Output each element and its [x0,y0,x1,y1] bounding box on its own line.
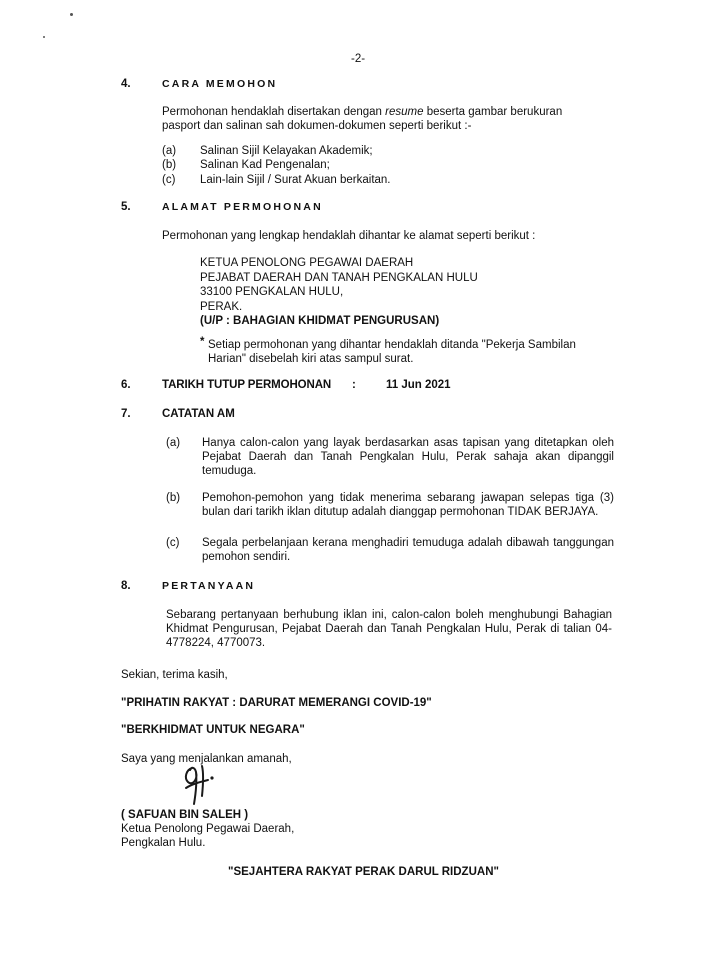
section-8-number: 8. [121,580,131,592]
signer-place: Pengkalan Hulu. [121,837,206,849]
address-line-attention: (U/P : BAHAGIAN KHIDMAT PENGURUSAN) [200,315,440,327]
closing-thanks: Sekian, terima kasih, [121,669,228,681]
section-7-item-label: (a) [166,437,181,449]
signer-title: Ketua Penolong Pegawai Daerah, [121,823,295,835]
slogan-covid: "PRIHATIN RAKYAT : DARURAT MEMERANGI COVID-19" [121,697,432,709]
slogan-berkhidmat: "BERKHIDMAT UNTUK NEGARA" [121,724,305,736]
section-4-item-text: Salinan Kad Pengenalan; [200,159,330,171]
section-4-item-text: Salinan Sijil Kelayakan Akademik; [200,145,373,157]
section-4-heading: CARA MEMOHON [162,78,278,90]
section-4-intro-line2: pasport dan salinan sah dokumen-dokumen seperti berikut :- [162,120,472,132]
section-7-heading: CATATAN AM [162,408,235,420]
section-4-item-label: (c) [162,174,176,186]
address-line: KETUA PENOLONG PEGAWAI DAERAH [200,257,414,269]
section-4-intro-post: beserta gambar berukuran [423,106,563,118]
section-7-item-text: Hanya calon-calon yang layak berdasarkan asas tapisan yang ditetapkan oleh Pejabat Daerah dan Tanah Pengkalan Hulu, Perak sahaja akan dipanggil temuduga. [202,437,614,477]
section-4-item-label: (b) [162,159,177,171]
section-5-heading: ALAMAT PERMOHONAN [162,201,323,213]
section-4-item-text: Lain-lain Sijil / Surat Akuan berkaitan. [200,174,391,186]
closing-date-label: TARIKH TUTUP PERMOHONAN [162,379,332,391]
section-8-heading: PERTANYAAN [162,580,256,592]
section-5-intro: Permohonan yang lengkap hendaklah dihantar ke alamat seperti berikut : [162,230,536,242]
closing-date-value: 11 Jun 2021 [386,379,451,391]
section-4-intro-pre: Permohonan hendaklah disertakan dengan [162,106,386,118]
note-bullet: * [200,336,205,348]
address-line: 33100 PENGKALAN HULU, [200,286,344,298]
section-4-number: 4. [121,78,131,90]
section-7-item-label: (c) [166,537,180,549]
address-line: PEJABAT DAERAH DAN TANAH PENGKALAN HULU [200,272,478,284]
section-7-number: 7. [121,408,131,420]
section-5-note-line2: Harian" disebelah kiri atas sampul surat. [208,353,414,365]
scan-speck [70,13,73,16]
section-4-item-label: (a) [162,145,177,157]
section-4-intro-italic: resume [385,106,424,118]
address-line: PERAK. [200,301,243,313]
signature-mark [176,762,220,808]
section-7-item-text: Pemohon-pemohon yang tidak menerima sebarang jawapan selepas tiga (3) bulan dari tarikh iklan ditutup adalah dianggap permohonan TIDAK BERJAYA. [202,492,614,518]
scan-speck [43,36,45,38]
footer-slogan: "SEJAHTERA RAKYAT PERAK DARUL RIDZUAN" [228,866,499,878]
signer-name: ( SAFUAN BIN SALEH ) [121,809,249,821]
section-5-number: 5. [121,201,131,213]
section-8-body: Sebarang pertanyaan berhubung iklan ini, calon-calon boleh menghubungi Bahagian Khidmat Pengurusan, Pejabat Daerah dan Tanah Pengkalan Hulu, Perak di talian 04-4778224, 4770073. [166,609,612,649]
section-7-item-text: Segala perbelanjaan kerana menghadiri temuduga adalah dibawah tanggungan pemohon sendiri. [202,537,614,563]
section-7-item-label: (b) [166,492,181,504]
section-4-intro-line1 [162,105,602,119]
page-number: -2- [351,53,366,65]
closing-date-colon: : [352,379,356,391]
closing-trust: Saya yang menjalankan amanah, [121,753,292,765]
section-6-number: 6. [121,379,131,391]
section-5-note-line1: Setiap permohonan yang dihantar hendaklah ditanda "Pekerja Sambilan [208,339,576,351]
